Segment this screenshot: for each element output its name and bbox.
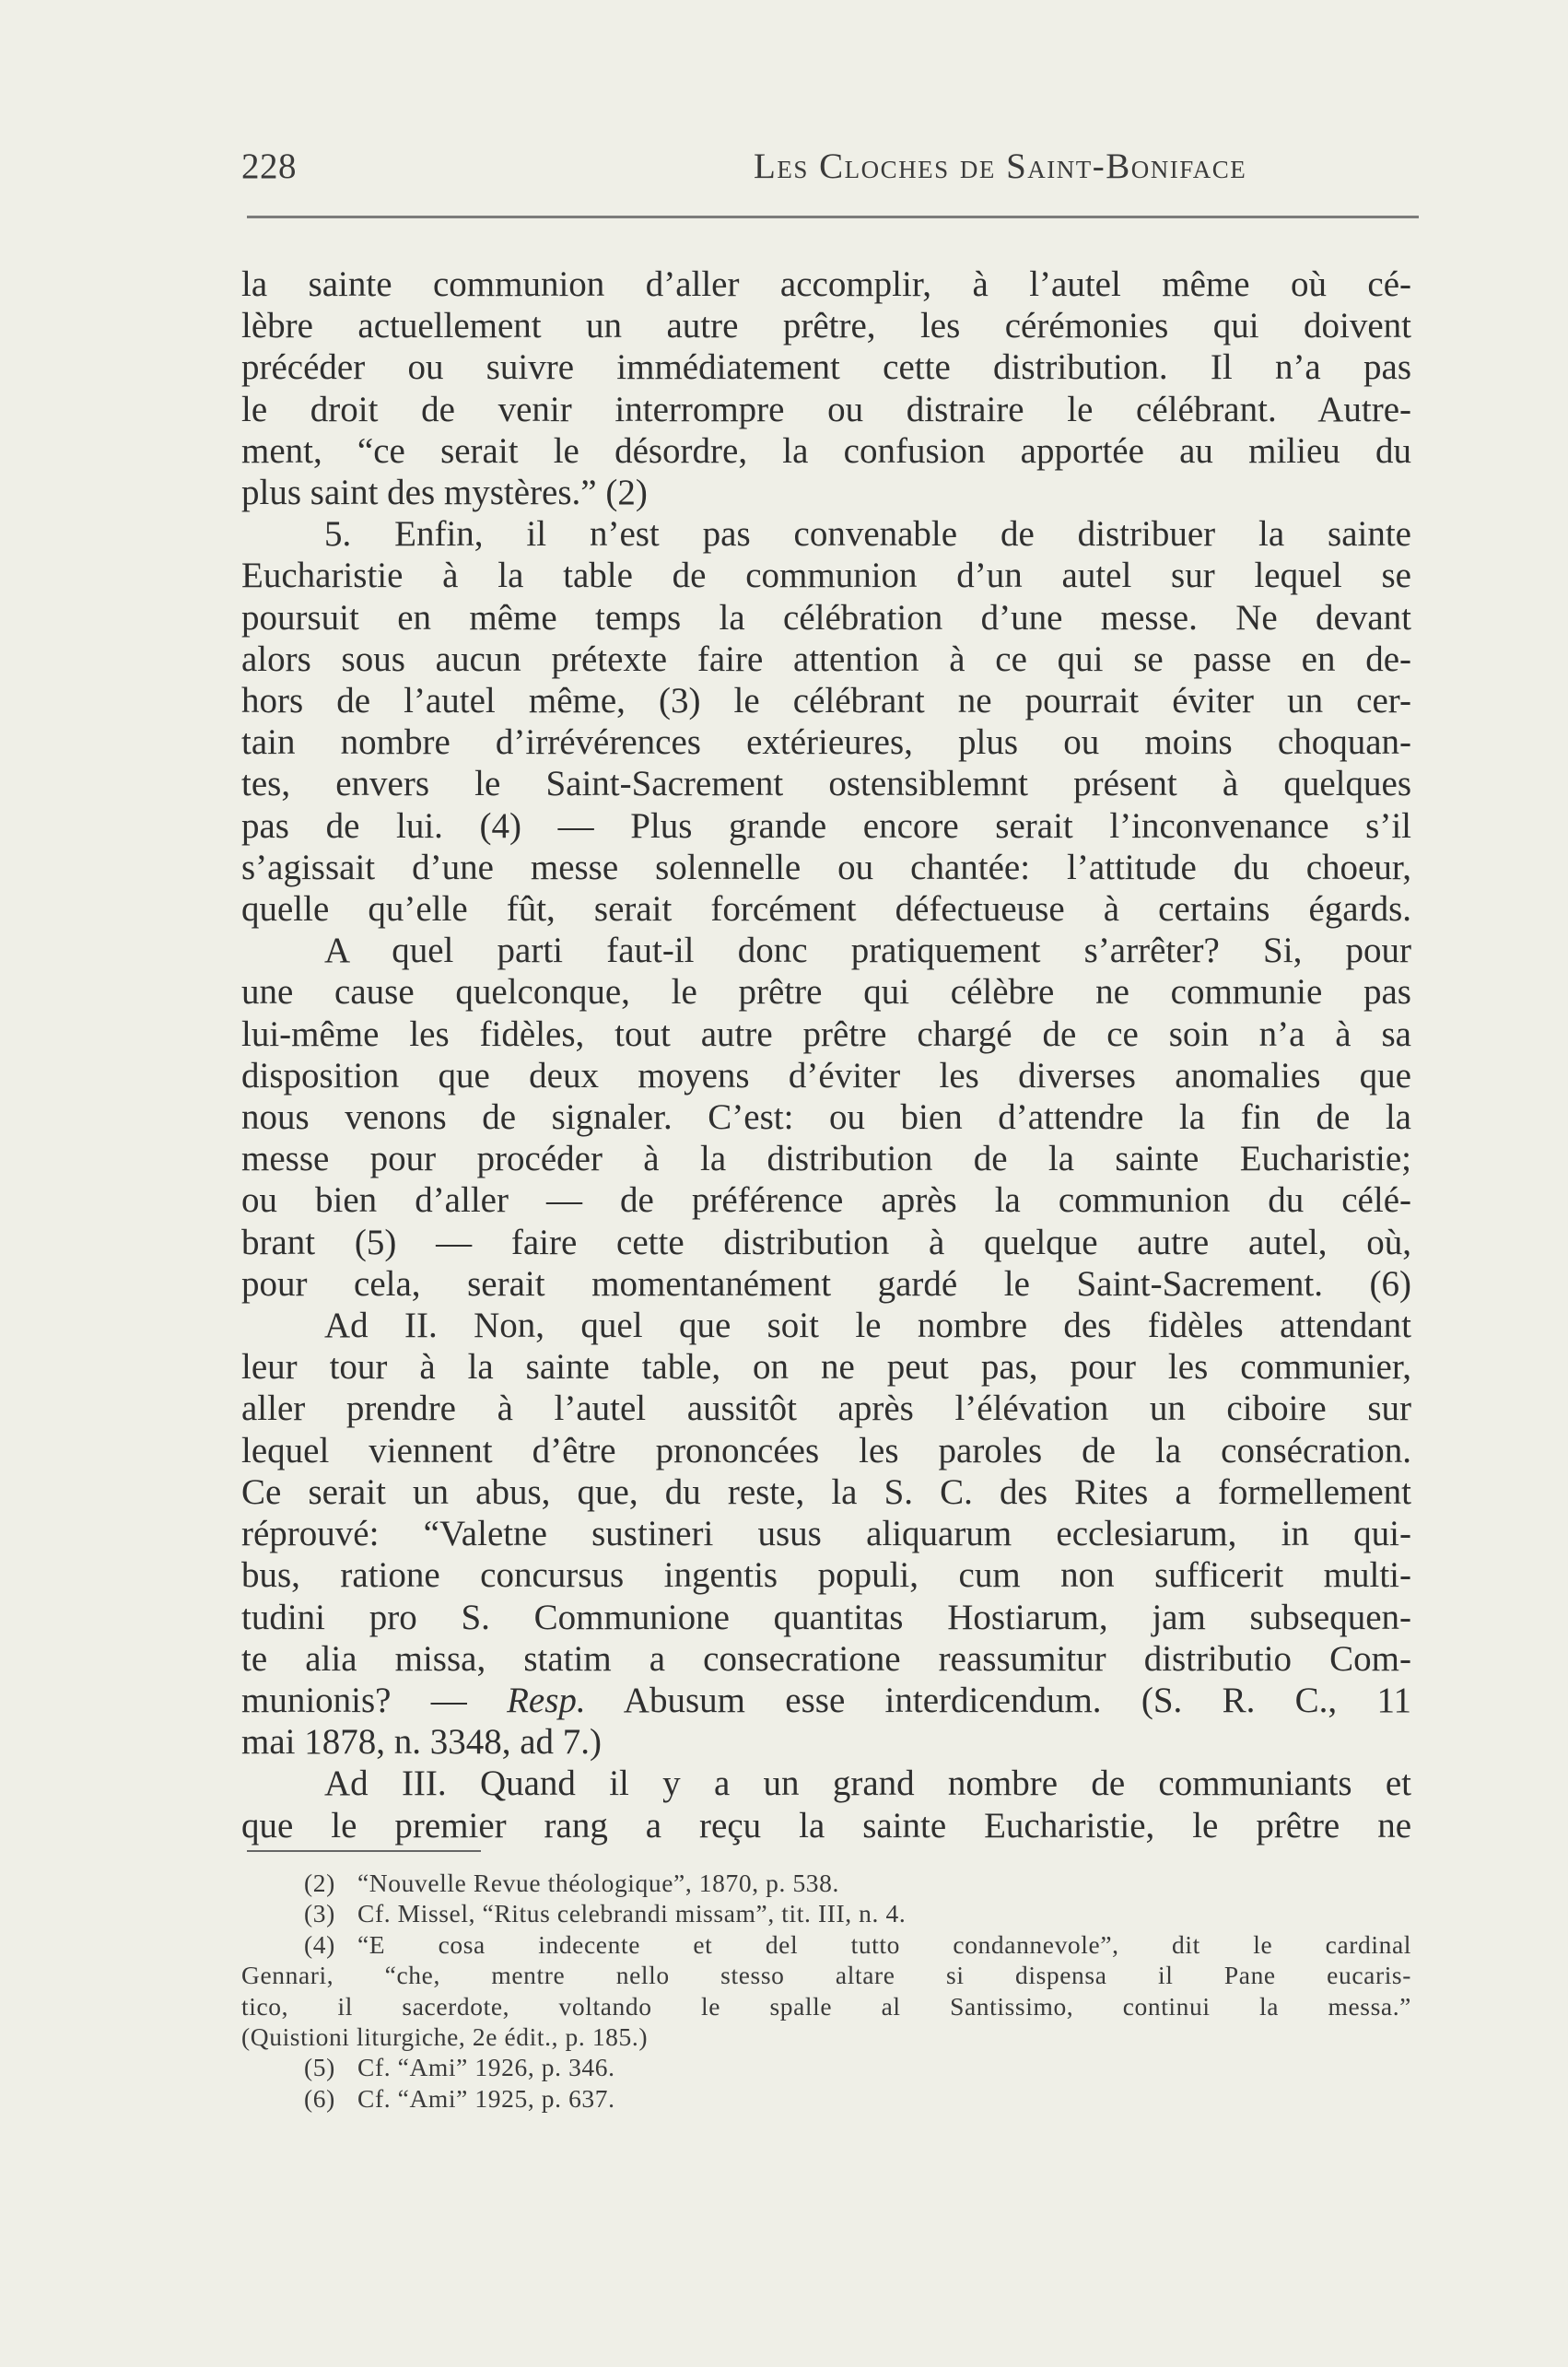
body-line: ment, “ce serait le désordre, la confusion apportée au milieu du (241, 430, 1411, 471)
body-line: mai 1878, n. 3348, ad 7.) (241, 1722, 603, 1763)
body-line: messe pour procéder à la distribution de la sainte Eucharistie; (241, 1139, 1411, 1179)
body-line: pour cela, serait momentanément gardé le Saint-Sacrement. (6) (241, 1263, 1411, 1304)
footnote-number: (4) (304, 1929, 335, 1959)
footnote (241, 1868, 1411, 1898)
body-line: Ce serait un abus, que, du reste, la S. C. des Rites a formellement (241, 1471, 1411, 1512)
body-line: brant (5) — faire cette distribution à quelque autre autel, où, (241, 1222, 1411, 1262)
body-line: tes, envers le Saint-Sacrement ostensiblemnt présent à quelques (241, 764, 1411, 804)
body-line: tudini pro S. Communione quantitas Hostiarum, jam subsequen- (241, 1597, 1411, 1637)
body-line: aller prendre à l’autel aussitôt après l’élévation un ciboire sur (241, 1389, 1411, 1429)
body-line: hors de l’autel même, (3) le célébrant ne pourrait éviter un cer- (241, 681, 1411, 721)
body-line: lequel viennent d’être prononcées les paroles de la consécration. (241, 1430, 1411, 1471)
body-line: quelle qu’elle fût, serait forcément défectueuse à certains égards. (241, 889, 1411, 930)
footnote-number: (6) (304, 2083, 335, 2113)
body-line: le droit de venir interrompre ou distraire le célébrant. Autre- (241, 389, 1411, 429)
body-line: nous venons de signaler. C’est: ou bien d’attendre la fin de la (241, 1097, 1411, 1138)
footnote (241, 2083, 1411, 2114)
footnote-number: (2) (304, 1869, 335, 1897)
footnote-continuation: (Quistioni liturgiche, 2e édit., p. 185.) (241, 2022, 649, 2052)
footnotes (241, 1868, 1411, 2114)
footnote-text: Cf. “Ami” 1926, p. 346. (357, 2053, 615, 2082)
body-line: leur tour à la sainte table, on ne peut pas, pour les communier, (241, 1347, 1411, 1388)
footnote-text: Cf. Missel, “Ritus celebrandi missam”, tit. III, n. 4. (357, 1899, 907, 1928)
body-line: disposition que deux moyens d’éviter les diverses anomalies que (241, 1055, 1411, 1096)
body-line: tain nombre d’irrévérences extérieures, plus ou moins choquan- (241, 722, 1411, 763)
body-line: lui-même les fidèles, tout autre prêtre chargé de ce soin n’a à sa (241, 1014, 1411, 1054)
body-line: 5. Enfin, il n’est pas convenable de distribuer la sainte (324, 514, 1411, 555)
footnote-continuation: Gennari, “che, mentre nello stesso altare si dispensa il Pane eucaris- (241, 1961, 1411, 1990)
body-line: bus, ratione concursus ingentis populi, cum non sufficerit multi- (241, 1555, 1411, 1596)
running-title: Les Cloches de Saint-Boniface (754, 146, 1247, 186)
footnote-text: “E cosa indecente et del tutto condannevole”, dit le cardinal (357, 1929, 1411, 1959)
body-line: poursuit en même temps la célébration d’une messe. Ne devant (241, 597, 1411, 638)
body-line: réprouvé: “Valetne sustineri usus aliquarum ecclesiarum, in qui- (241, 1514, 1411, 1554)
body-line: précéder ou suivre immédiatement cette distribution. Il n’a pas (241, 347, 1411, 388)
body-fragment: Abusum esse interdicendum. (S. R. C., 11 (585, 1680, 1411, 1720)
body-line: que le premier rang a reçu la sainte Eucharistie, le prêtre ne (241, 1805, 1411, 1846)
footnote-number: (5) (304, 2053, 335, 2082)
footnote (241, 2052, 1411, 2082)
body-line (241, 1680, 1411, 1721)
body-line: la sainte communion d’aller accomplir, à l’autel même où cé- (241, 264, 1411, 304)
footnote-number: (3) (304, 1899, 335, 1928)
body-line: Ad III. Quand il y a un grand nombre de communiants et (324, 1764, 1411, 1804)
body-line: pas de lui. (4) — Plus grande encore serait l’inconvenance s’il (241, 805, 1411, 846)
footnote-rule (247, 1850, 481, 1852)
footnote (241, 1929, 1411, 1960)
resp-italic: Resp. (507, 1680, 586, 1720)
body-fragment: munionis? — (241, 1680, 508, 1720)
body-line: A quel parti faut-il donc pratiquement s’arrêter? Si, pour (324, 931, 1411, 971)
footnote-text: Cf. “Ami” 1925, p. 637. (357, 2083, 615, 2113)
body-line: une cause quelconque, le prêtre qui célèbre ne communie pas (241, 972, 1411, 1013)
body-line: te alia missa, statim a consecratione reassumitur distributio Com- (241, 1638, 1411, 1679)
page-number: 228 (241, 146, 297, 186)
footnote-continuation: tico, il sacerdote, voltando le spalle al Santissimo, continui la messa.” (241, 1991, 1411, 2021)
body-text (241, 264, 1411, 1846)
body-line: plus saint des mystères.” (2) (241, 473, 648, 513)
body-line: ou bien d’aller — de préférence après la communion du célé- (241, 1180, 1411, 1221)
running-header (241, 146, 1419, 193)
body-line: s’agissait d’une messe solennelle ou chantée: l’attitude du choeur, (241, 847, 1411, 887)
footnote (241, 1898, 1411, 1928)
body-line: Eucharistie à la table de communion d’un autel sur lequel se (241, 556, 1411, 596)
body-line: alors sous aucun prétexte faire attention à ce qui se passe en de- (241, 639, 1411, 679)
footnote-text: “Nouvelle Revue théologique”, 1870, p. 538. (357, 1869, 839, 1897)
body-line: lèbre actuellement un autre prêtre, les cérémonies qui doivent (241, 306, 1411, 346)
body-line: Ad II. Non, quel que soit le nombre des fidèles attendant (324, 1306, 1411, 1346)
header-rule (247, 216, 1419, 218)
